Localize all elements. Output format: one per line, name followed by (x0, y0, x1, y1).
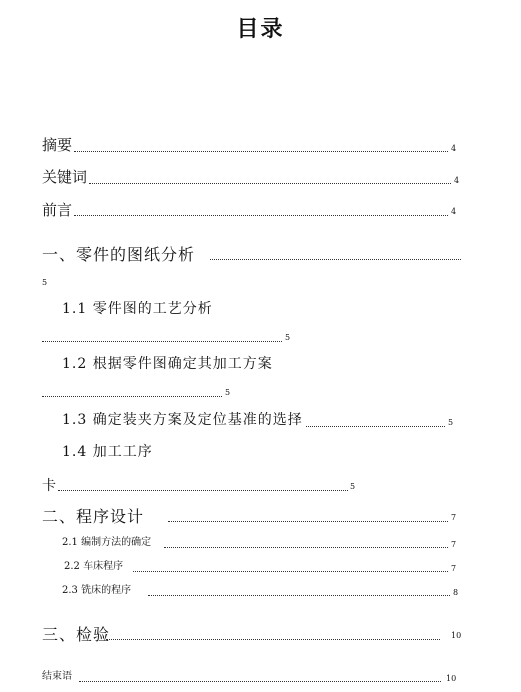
dot-leader (106, 639, 440, 640)
toc-page-number: 5 (225, 388, 231, 397)
toc-page-number: 8 (453, 588, 459, 597)
toc-page-number: 5 (350, 482, 356, 491)
toc-label: 结束语 (42, 671, 72, 682)
toc-page-number: 7 (451, 513, 457, 522)
dot-leader (89, 183, 451, 184)
toc-page-number: 5 (42, 278, 48, 287)
toc-page-number: 5 (285, 333, 291, 342)
toc-page-number: 4 (454, 176, 460, 185)
dot-leader (306, 426, 445, 427)
toc-label: 2.3 铣床的程序 (62, 585, 132, 596)
dot-leader (42, 396, 222, 397)
page-title: 目录 (236, 17, 285, 42)
dot-leader (58, 490, 348, 491)
toc-page-number: 5 (448, 418, 454, 427)
dot-leader (133, 571, 448, 572)
dot-leader (74, 151, 448, 152)
toc-label: 2.2 车床程序 (64, 561, 124, 572)
toc-label: 1.3 确定装夹方案及定位基准的选择 (62, 412, 303, 428)
toc-label: 三、检验 (42, 625, 111, 644)
toc-label: 关键词 (42, 168, 88, 186)
toc-label: 一、零件的图纸分析 (42, 245, 196, 264)
dot-leader (168, 521, 448, 522)
toc-page-number: 7 (451, 540, 457, 549)
toc-label: 二、程序设计 (42, 507, 145, 526)
toc-label: 1.4 加工工序 (62, 444, 153, 460)
toc-label-continued: 卡 (42, 478, 57, 494)
toc-label: 1.1 零件图的工艺分析 (62, 301, 213, 317)
toc-page-number: 4 (451, 207, 457, 216)
dot-leader (79, 681, 441, 682)
dot-leader (164, 547, 448, 548)
dot-leader (74, 215, 448, 216)
dot-leader (42, 341, 282, 342)
toc-page-number: 10 (451, 631, 462, 640)
toc-label: 摘要 (42, 136, 73, 154)
toc-label: 前言 (42, 201, 73, 219)
toc-page-number: 7 (451, 564, 457, 573)
dot-leader (210, 259, 461, 260)
toc-label: 2.1 编制方法的确定 (62, 537, 152, 548)
toc-label: 1.2 根据零件图确定其加工方案 (62, 356, 273, 372)
toc-page-number: 4 (451, 144, 457, 153)
dot-leader (148, 595, 450, 596)
toc-page-number: 10 (446, 674, 457, 683)
